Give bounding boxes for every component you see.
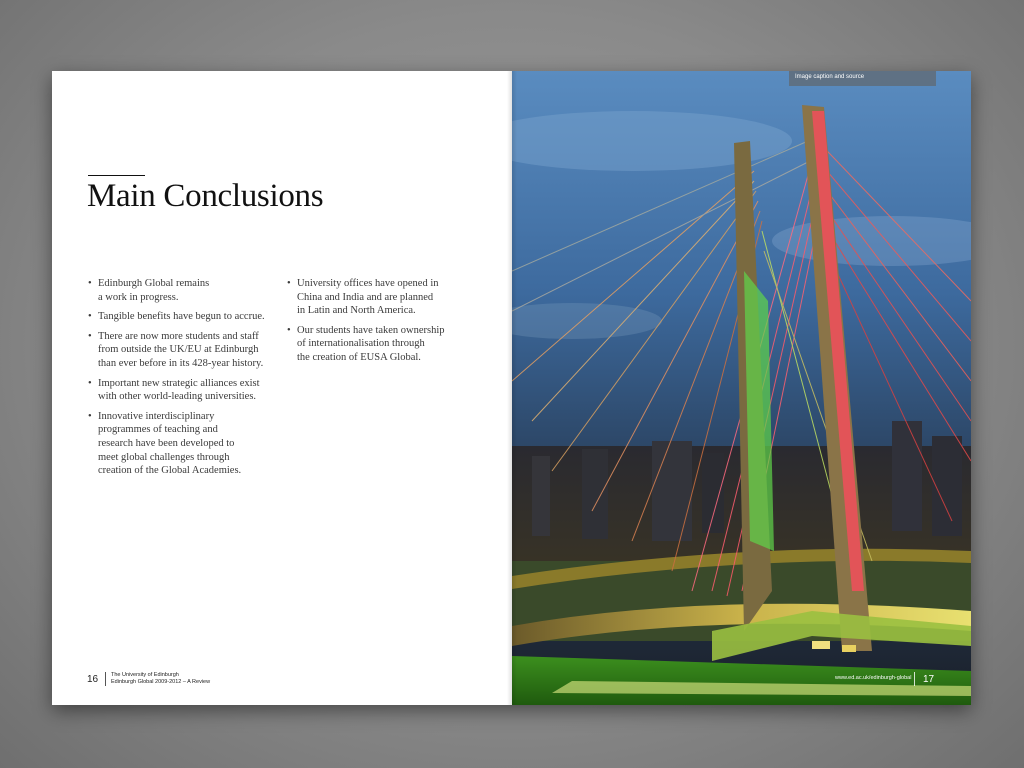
caption-bar	[789, 71, 936, 86]
conclusion-item: • Important new strategic alliances exist with other world-leading universities.	[88, 377, 278, 404]
footer-divider	[105, 672, 106, 686]
conclusion-item: • Our students have taken ownership of internationalisation through the creation of EUSA Global.	[287, 324, 462, 365]
bridge-photo	[512, 71, 971, 705]
conclusion-item: • Tangible benefits have begun to accrue.	[88, 310, 278, 324]
image-caption: Image caption and source	[795, 74, 865, 80]
footer-divider	[914, 672, 915, 686]
page-number-right: 17	[923, 674, 935, 685]
footer-url[interactable]: www.ed.ac.uk/edinburgh-global	[835, 675, 912, 681]
running-footer-line1: The University of Edinburgh	[111, 672, 179, 678]
left-page	[52, 71, 512, 705]
conclusion-item: • Innovative interdisciplinary programmes of teaching and research have been developed to meet global challenges through creation of the Global Academies.	[88, 410, 278, 478]
conclusions-column-2	[287, 277, 462, 371]
title-rule	[88, 175, 145, 176]
conclusions-column-1	[88, 277, 278, 484]
right-page	[512, 71, 971, 705]
running-footer	[111, 672, 210, 686]
conclusion-item: • There are now more students and staff from outside the UK/EU at Edinburgh than ever before in its 428-year history.	[88, 330, 278, 371]
brochure-spread	[52, 71, 971, 705]
page-number-left: 16	[87, 674, 99, 685]
conclusion-item: • University offices have opened in China and India and are planned in Latin and North America.	[287, 277, 462, 318]
conclusion-item: • Edinburgh Global remains a work in progress.	[88, 277, 278, 304]
running-footer-line2: Edinburgh Global 2009-2012 – A Review	[111, 679, 211, 685]
page-title: Main Conclusions	[87, 178, 324, 214]
